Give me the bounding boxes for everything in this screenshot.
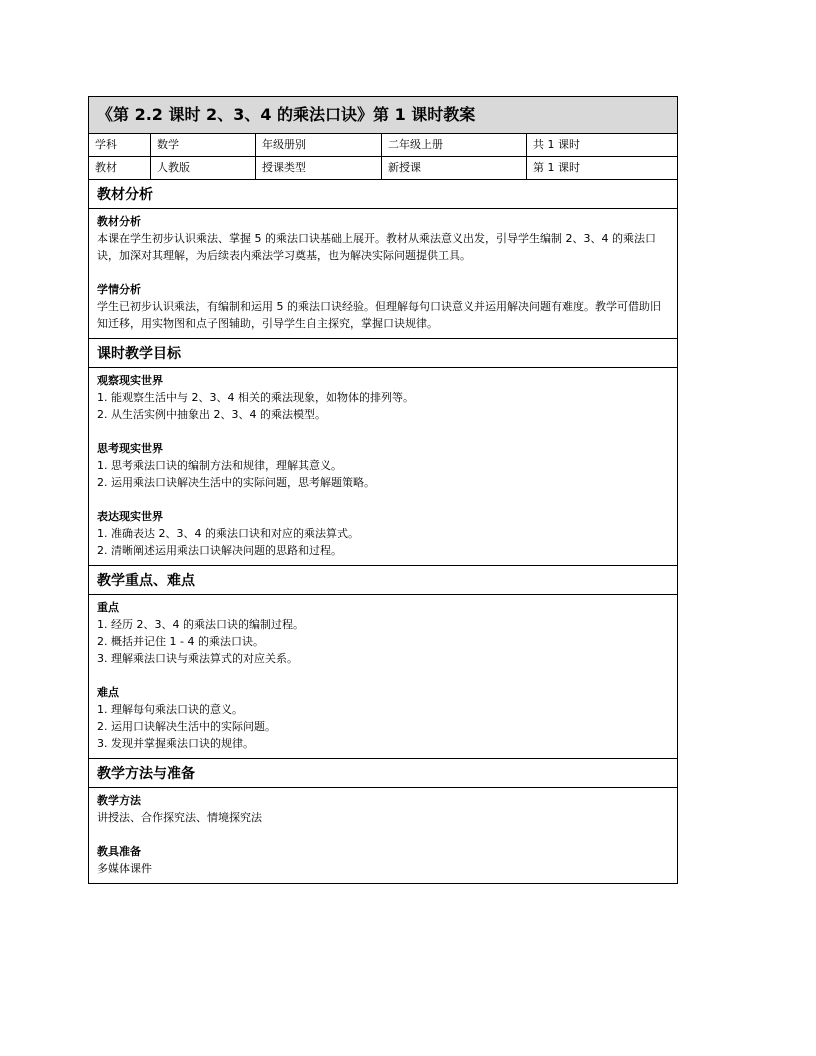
- section-heading: 教学重点、难点: [89, 566, 677, 595]
- list-item: 1. 理解每句乘法口诀的意义。: [97, 703, 243, 716]
- paragraph: 学生已初步认识乘法，有编制和运用 5 的乘法口诀经验。但理解每句口诀意义并运用解决问题有难度。教学可借助旧知迁移，用实物图和点子图辅助，引导学生自主探究，掌握口诀规律。: [97, 300, 661, 330]
- info-cell: 新授课: [382, 157, 527, 179]
- list-item: 1. 能观察生活中与 2、3、4 相关的乘法现象，如物体的排列等。: [97, 391, 414, 404]
- list-item: 1. 思考乘法口诀的编制方法和规律，理解其意义。: [97, 459, 342, 472]
- section-heading: 教学方法与准备: [89, 759, 677, 788]
- info-cell: 数学: [151, 134, 256, 156]
- info-row-1: [89, 134, 677, 157]
- list-item: 2. 概括并记住 1 - 4 的乘法口诀。: [97, 635, 264, 648]
- subsection-title: 教学方法: [97, 794, 141, 807]
- list-item: 3. 理解乘法口诀与乘法算式的对应关系。: [97, 652, 298, 665]
- section-body: [89, 368, 677, 565]
- section-body: [89, 209, 677, 338]
- subsection-title: 难点: [97, 686, 119, 699]
- list-item: 2. 清晰阐述运用乘法口诀解决问题的思路和过程。: [97, 544, 342, 557]
- subsection-title: 学情分析: [97, 283, 141, 296]
- section-body: [89, 788, 677, 883]
- list-item: 1. 准确表达 2、3、4 的乘法口诀和对应的乘法算式。: [97, 527, 359, 540]
- info-cell: 学科: [89, 134, 151, 156]
- section-goals: [89, 339, 677, 566]
- info-cell: 人教版: [151, 157, 256, 179]
- list-item: 2. 从生活实例中抽象出 2、3、4 的乘法模型。: [97, 408, 326, 421]
- lesson-plan-document: [88, 96, 678, 884]
- info-row-2: [89, 157, 677, 180]
- list-item: 3. 发现并掌握乘法口诀的规律。: [97, 737, 254, 750]
- paragraph: 多媒体课件: [97, 862, 152, 875]
- section-heading: 课时教学目标: [89, 339, 677, 368]
- subsection-title: 重点: [97, 601, 119, 614]
- subsection-title: 表达现实世界: [97, 510, 163, 523]
- list-item: 2. 运用乘法口诀解决生活中的实际问题，思考解题策略。: [97, 476, 375, 489]
- info-cell: 第 1 课时: [533, 161, 580, 174]
- subsection-title: 教具准备: [97, 845, 141, 858]
- paragraph: 本课在学生初步认识乘法、掌握 5 的乘法口诀基础上展开。教材从乘法意义出发，引导学生编制 2、3、4 的乘法口诀，加深对其理解，为后续表内乘法学习奠基，也为解决实际问题提供工具。: [97, 232, 656, 262]
- info-cell: 年级册别: [256, 134, 382, 156]
- subsection-title: 观察现实世界: [97, 374, 163, 387]
- info-cell: 教材: [89, 157, 151, 179]
- info-cell: 授课类型: [256, 157, 382, 179]
- section-keypoints: [89, 566, 677, 759]
- section-methods: [89, 759, 677, 883]
- list-item: 1. 经历 2、3、4 的乘法口诀的编制过程。: [97, 618, 304, 631]
- info-cell: 二年级上册: [382, 134, 527, 156]
- paragraph: 讲授法、合作探究法、情境探究法: [97, 811, 262, 824]
- list-item: 2. 运用口诀解决生活中的实际问题。: [97, 720, 276, 733]
- subsection-title: 思考现实世界: [97, 442, 163, 455]
- section-analysis: [89, 180, 677, 339]
- section-heading: 教材分析: [89, 180, 677, 209]
- section-body: [89, 595, 677, 758]
- subsection-title: 教材分析: [97, 215, 141, 228]
- info-cell: 共 1 课时: [533, 138, 580, 151]
- document-title: 《第 2.2 课时 2、3、4 的乘法口诀》第 1 课时教案: [89, 97, 677, 134]
